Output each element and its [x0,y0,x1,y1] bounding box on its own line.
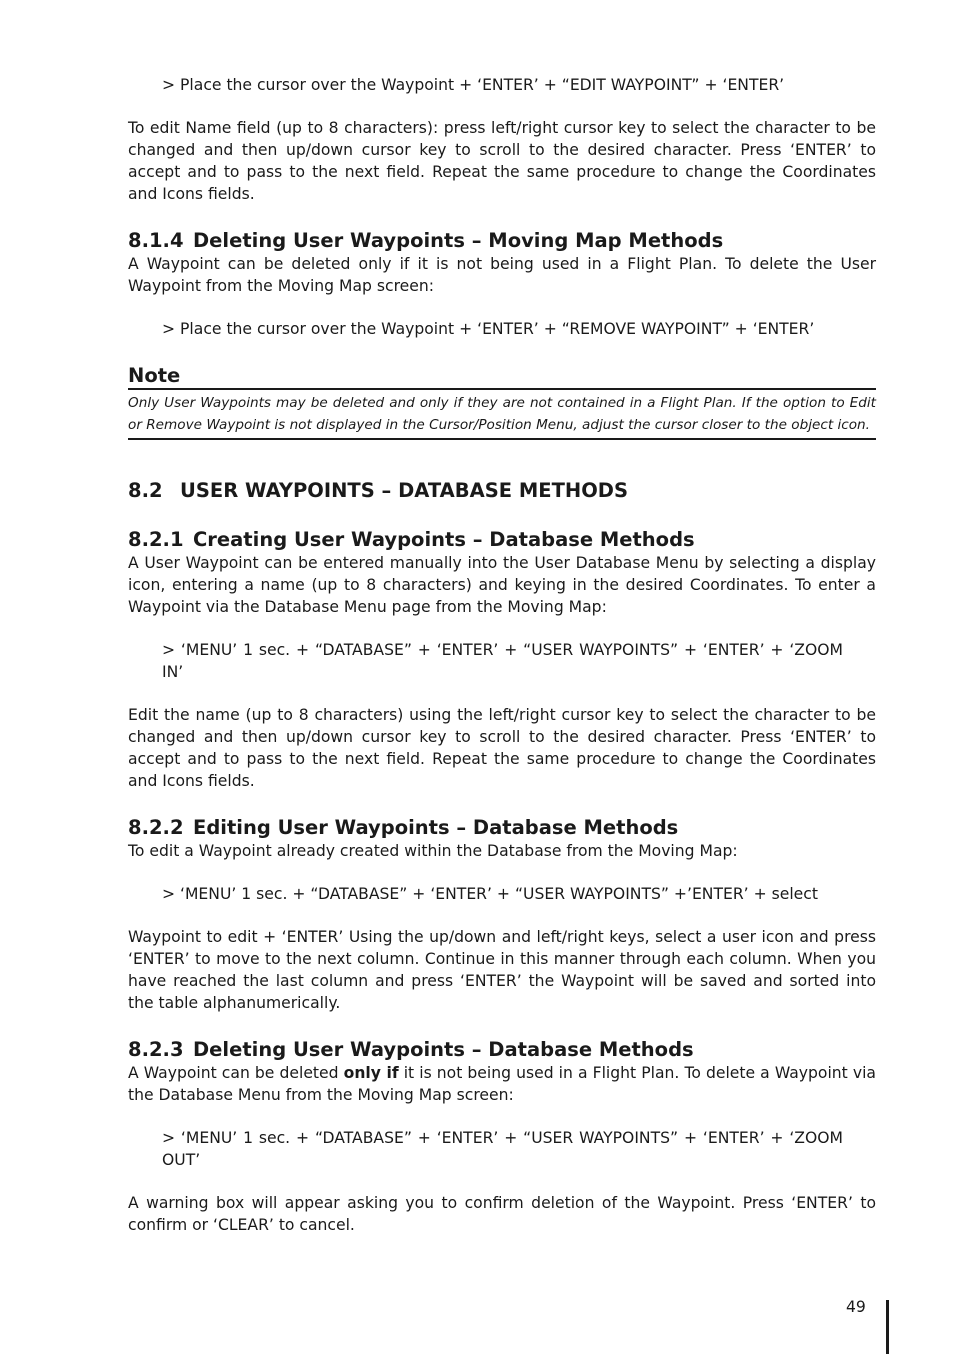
edit-waypoint-command: > Place the cursor over the Waypoint + ‘ENTER’ + “EDIT WAYPOINT” + ‘ENTER’ [162,76,785,94]
section-8-2-2-heading [128,816,876,840]
section-title: Creating User Waypoints – Database Methods [193,528,695,551]
paragraph-text: A Waypoint can be deleted [128,1064,344,1082]
note-box [128,364,876,440]
note-heading: Note [128,364,181,387]
note-bottom-rule [128,438,876,440]
section-title: Deleting User Waypoints – Database Methods [193,1038,694,1061]
warning-box-paragraph: A warning box will appear asking you to confirm deletion of the Waypoint. Press ‘ENTER’ to confirm or ‘CLEAR’ to cancel. [128,1194,876,1234]
section-title: Editing User Waypoints – Database Methods [193,816,679,839]
section-8-2-2-paragraph: To edit a Waypoint already created within the Database from the Moving Map: [128,842,738,860]
section-number: 8.1.4 [128,229,184,252]
section-8-2-3-heading [128,1038,876,1062]
edit-name-paragraph: To edit Name field (up to 8 characters): press left/right cursor key to select the character to be changed and then up/down cursor key to scroll to the desired character. Press ‘ENTER’ to accept and to pass to the next field. Repeat the same procedure to change the Coordinates and Icons fields. [128,119,876,203]
paragraph-text: it is not being used in a Flight Plan. To delete a Waypoint via the Database Menu from the Moving Map screen: [128,1064,876,1104]
emphasis-text: only if [343,1064,399,1082]
section-8-2-3-paragraph [128,1062,876,1106]
page-number: 49 [846,1298,866,1316]
remove-waypoint-command: > Place the cursor over the Waypoint + ‘ENTER’ + “REMOVE WAYPOINT” + ‘ENTER’ [162,320,815,338]
zoom-out-command: > ‘MENU’ 1 sec. + “DATABASE” + ‘ENTER’ + “USER WAYPOINTS” + ‘ENTER’ + ‘ZOOM OUT’ [162,1129,843,1169]
section-8-2-2-edit-paragraph: Waypoint to edit + ‘ENTER’ Using the up/down and left/right keys, select a user icon and press ‘ENTER’ to move to the next column. Continue in this manner through each column. When you have reached the last column and press ‘ENTER’ the Waypoint will be saved and sorted into the table alphanumerically. [128,928,876,1012]
section-8-2-heading [128,479,876,503]
section-8-1-4-heading [128,229,876,253]
section-title: USER WAYPOINTS – DATABASE METHODS [180,479,629,502]
section-number: 8.2.1 [128,528,184,551]
section-8-2-1-paragraph: A User Waypoint can be entered manually into the User Database Menu by selecting a display icon, entering a name (up to 8 characters) and keying in the desired Coordinates. To enter a Waypoint via the Database Menu page from the Moving Map: [128,554,876,616]
section-number: 8.2.2 [128,816,184,839]
section-number: 8.2.3 [128,1038,184,1061]
section-number: 8.2 [128,479,163,502]
zoom-in-command: > ‘MENU’ 1 sec. + “DATABASE” + ‘ENTER’ + “USER WAYPOINTS” + ‘ENTER’ + ‘ZOOM IN’ [162,641,843,681]
page-content [128,72,876,1236]
section-8-1-4-paragraph: A Waypoint can be deleted only if it is not being used in a Flight Plan. To delete the User Waypoint from the Moving Map screen: [128,255,876,295]
margin-bar [886,1300,889,1354]
section-8-2-1-edit-paragraph: Edit the name (up to 8 characters) using the left/right cursor key to select the character to be changed and then up/down cursor key to scroll to the desired character. Press ‘ENTER’ to accept and to pass to the next field. Repeat the same procedure to change the Coordinates and Icons fields. [128,706,876,790]
section-title: Deleting User Waypoints – Moving Map Methods [193,229,724,252]
note-text: Only User Waypoints may be deleted and only if they are not contained in a Flight Plan. If the option to Edit or Remove Waypoint is not displayed in the Cursor/Position Menu, adjust the cursor closer to the object icon. [128,395,876,433]
section-8-2-1-heading [128,528,876,552]
select-waypoint-command: > ‘MENU’ 1 sec. + “DATABASE” + ‘ENTER’ + “USER WAYPOINTS” +’ENTER’ + select [162,885,818,903]
